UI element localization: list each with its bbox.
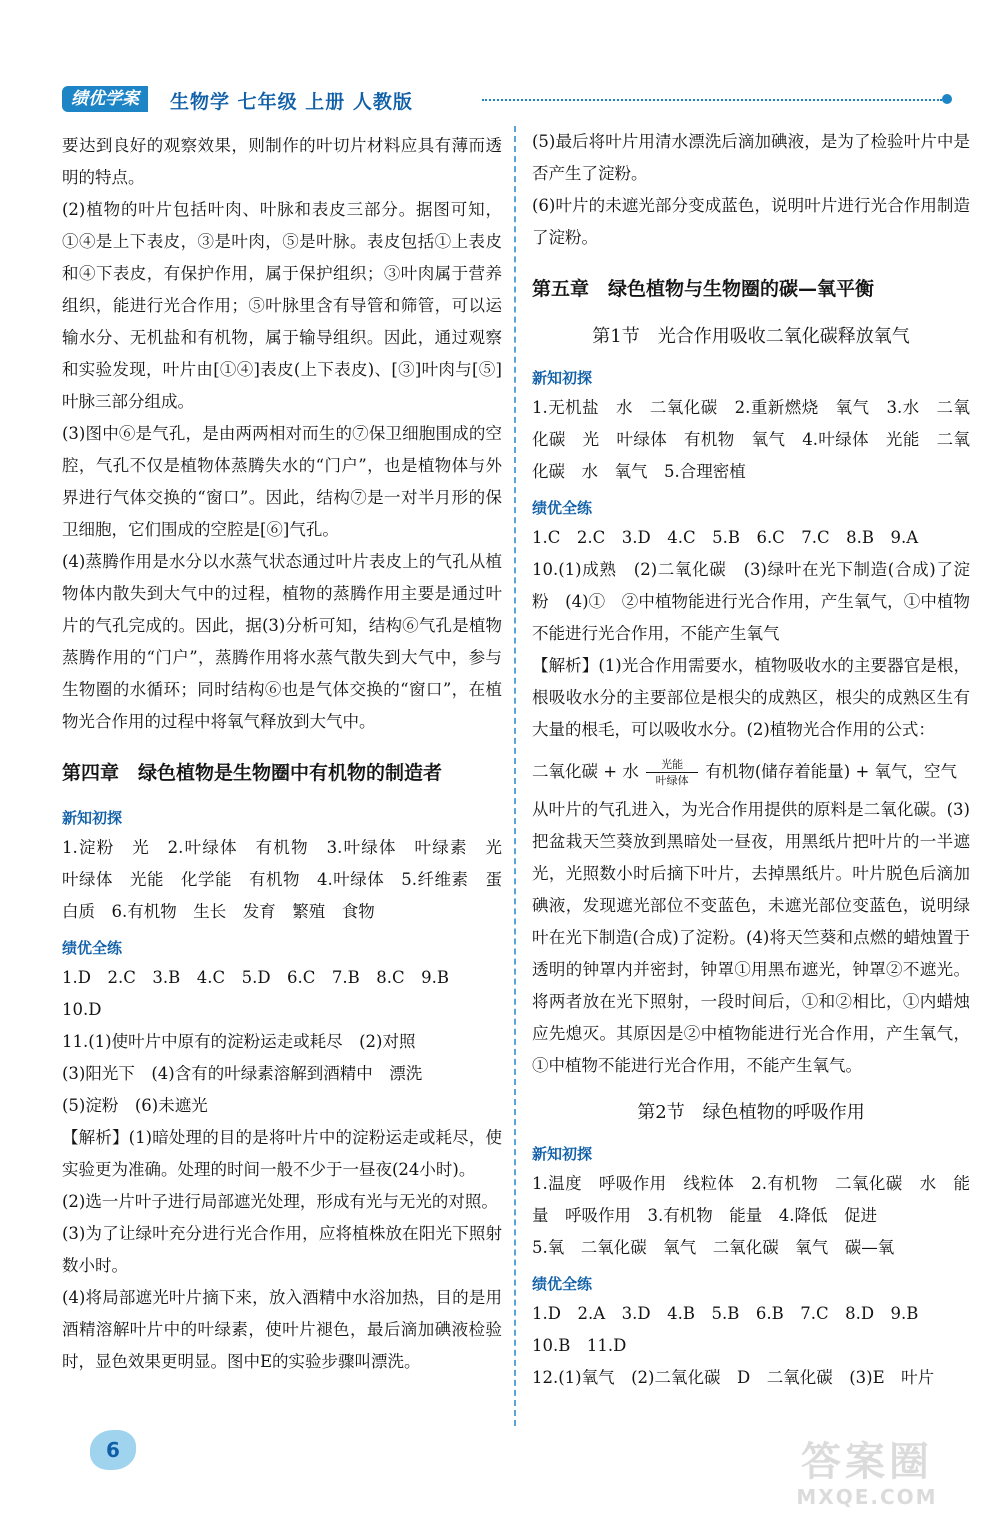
- answer-line: 1.D 2.C 3.B 4.C 5.D 6.C 7.B 8.C 9.B: [62, 968, 450, 987]
- arrow-condition: 光能: [661, 758, 684, 771]
- answer-line: (5)淀粉 (6)未遮光: [62, 1096, 208, 1115]
- paragraph: 要达到良好的观察效果，则制作的叶切片材料应具有薄而透明的特点。: [62, 136, 502, 187]
- formula-reactants: 二氧化碳 + 水: [532, 762, 639, 781]
- analysis: 【解析】(1)暗处理的目的是将叶片中的淀粉运走或耗尽，使实验更为准确。处理的时间一般不少于一昼夜(24小时)。: [62, 1128, 502, 1179]
- answer-line: 1.D 2.A 3.D 4.B 5.B 6.B 7.C 8.D 9.B: [532, 1304, 919, 1323]
- paragraph: (3)图中⑥是气孔，是由两两相对而生的⑦保卫细胞围成的空腔，气孔不仅是植物体蒸腾失水的“门户”，也是植物体与外界进行气体交换的“窗口”。因此，结构⑦是一对半月形的保卫细胞，它们围成的空腔是[⑥]气孔。: [62, 424, 502, 539]
- watermark-url: MXQE.COM: [796, 1485, 938, 1509]
- subheading: 新知初探: [532, 1145, 593, 1163]
- chapter-title: 第五章 绿色植物与生物圈的碳—氧平衡: [532, 278, 875, 300]
- answer-line: 1.C 2.C 3.D 4.C 5.B 6.C 7.C 8.B 9.A: [532, 528, 919, 547]
- answer-block: 1.无机盐 水 二氧化碳 2.重新燃烧 氧气 3.水 二氧化碳 光 叶绿体 有机物 氧气 4.叶绿体 光能 二氧化碳 水 氧气 5.合理密植: [532, 398, 970, 481]
- analysis: (2)选一片叶子进行局部遮光处理，形成有光与无光的对照。: [62, 1192, 498, 1211]
- header-dot-icon: [942, 94, 952, 104]
- formula-products: 有机物(储存着能量) + 氧气，空气: [705, 762, 958, 781]
- answer-line: (3)阳光下 (4)含有的叶绿素溶解到酒精中 漂洗: [62, 1064, 423, 1083]
- analysis: (4)将局部遮光叶片摘下来，放入酒精中水浴加热，目的是用酒精溶解叶片中的叶绿素，使叶片褪色，最后滴加碘液检验时，显色效果更明显。图中E的实验步骤叫漂洗。: [62, 1288, 502, 1371]
- answer-block: 1.温度 呼吸作用 线粒体 2.有机物 二氧化碳 水 能量 呼吸作用 3.有机物 能量 4.降低 促进: [532, 1174, 970, 1225]
- answer-line: 5.氧 二氧化碳 氧气 二氧化碳 氧气 碳—氧: [532, 1238, 895, 1257]
- right-column: [532, 126, 970, 1394]
- watermark-logo: [762, 1440, 972, 1516]
- answer-line: 11.(1)使叶片中原有的淀粉运走或耗尽 (2)对照: [62, 1032, 416, 1051]
- subheading: 绩优全练: [62, 939, 123, 957]
- subheading: 绩优全练: [532, 1275, 593, 1293]
- answer-line: 10.B 11.D: [532, 1336, 627, 1355]
- photosynthesis-formula: [532, 756, 970, 788]
- answer-line: 12.(1)氧气 (2)二氧化碳 D 二氧化碳 (3)E 叶片: [532, 1368, 935, 1387]
- section-title: 第2节 绿色植物的呼吸作用: [637, 1102, 865, 1123]
- chapter-title: 第四章 绿色植物是生物圈中有机物的制造者: [62, 762, 443, 784]
- reaction-arrow-icon: [646, 758, 698, 787]
- section-title: 第1节 光合作用吸收二氧化碳释放氧气: [592, 326, 910, 347]
- page-number: 6: [90, 1430, 136, 1470]
- analysis: 从叶片的气孔进入，为光合作用提供的原料是二氧化碳。(3)把盆栽天竺葵放到黑暗处一昼夜，用黑纸片把叶片的一半遮光，光照数小时后摘下叶片，去掉黑纸片。叶片脱色后滴加碘液，发现遮光部位不变蓝色，未遮光部位变蓝色，说明绿叶在光下制造(合成)了淀粉。(4)将天竺葵和点燃的蜡烛置于透明的钟罩内并密封，钟罩①用黑布遮光，钟罩②不遮光。将两者放在光下照射，一段时间后，①和②相比，①内蜡烛应先熄灭。其原因是②中植物能进行光合作用，产生氧气，①中植物不能进行光合作用，不能产生氧气。: [532, 800, 970, 1075]
- paragraph: (2)植物的叶片包括叶肉、叶脉和表皮三部分。据图可知，①④是上下表皮，③是叶肉，⑤是叶脉。表皮包括①上表皮和④下表皮，有保护作用，属于保护组织；③叶肉属于营养组织，能进行光合作用；⑤叶脉里含有导管和筛管，可以运输水分、无机盐和有机物，属于输导组织。因此，通过观察和实验发现，叶片由[①④]表皮(上下表皮)、[③]叶肉与[⑤]叶脉三部分组成。: [62, 200, 502, 411]
- left-column: [62, 130, 519, 1378]
- book-title: 生物学 七年级 上册 人教版: [170, 91, 413, 113]
- series-badge: 绩优学案: [62, 86, 148, 112]
- paragraph: (5)最后将叶片用清水漂洗后滴加碘液，是为了检验叶片中是否产生了淀粉。: [532, 132, 970, 183]
- analysis: (3)为了让绿叶充分进行光合作用，应将植株放在阳光下照射数小时。: [62, 1224, 502, 1275]
- answer-block: 1.淀粉 光 2.叶绿体 有机物 3.叶绿体 叶绿素 光 叶绿体 光能 化学能 有机物 4.叶绿体 5.纤维素 蛋白质 6.有机物 生长 发育 繁殖 食物: [62, 838, 519, 921]
- page-header: [62, 86, 952, 116]
- column-divider: [514, 126, 516, 1426]
- subheading: 绩优全练: [532, 499, 593, 517]
- paragraph: (4)蒸腾作用是水分以水蒸气状态通过叶片表皮上的气孔从植物体内散失到大气中的过程，植物的蒸腾作用主要是通过叶片的气孔完成的。因此，据(3)分析可知，结构⑥气孔是植物蒸腾作用的“门户”，蒸腾作用将水蒸气散失到大气中，参与生物圈的水循环；同时结构⑥也是气体交换的“窗口”，在植物光合作用的过程中将氧气释放到大气中。: [62, 552, 502, 731]
- analysis: 【解析】(1)光合作用需要水，植物吸收水的主要器官是根，根吸收水分的主要部位是根尖的成熟区，根尖的成熟区生有大量的根毛，可以吸收水分。(2)植物光合作用的公式：: [532, 656, 970, 739]
- watermark-text: 答案圈: [801, 1439, 933, 1485]
- arrow-site: 叶绿体: [655, 774, 689, 787]
- subheading: 新知初探: [62, 809, 123, 827]
- subheading: 新知初探: [532, 369, 593, 387]
- paragraph: (6)叶片的未遮光部分变成蓝色，说明叶片进行光合作用制造了淀粉。: [532, 196, 970, 247]
- answer-block: 10.(1)成熟 (2)二氧化碳 (3)绿叶在光下制造(合成)了淀粉 (4)① ②中植物能进行光合作用，产生氧气，①中植物不能进行光合作用，不能产生氧气: [532, 560, 970, 643]
- header-dotted-rule: [482, 99, 942, 101]
- answer-line: 10.D: [62, 1000, 102, 1019]
